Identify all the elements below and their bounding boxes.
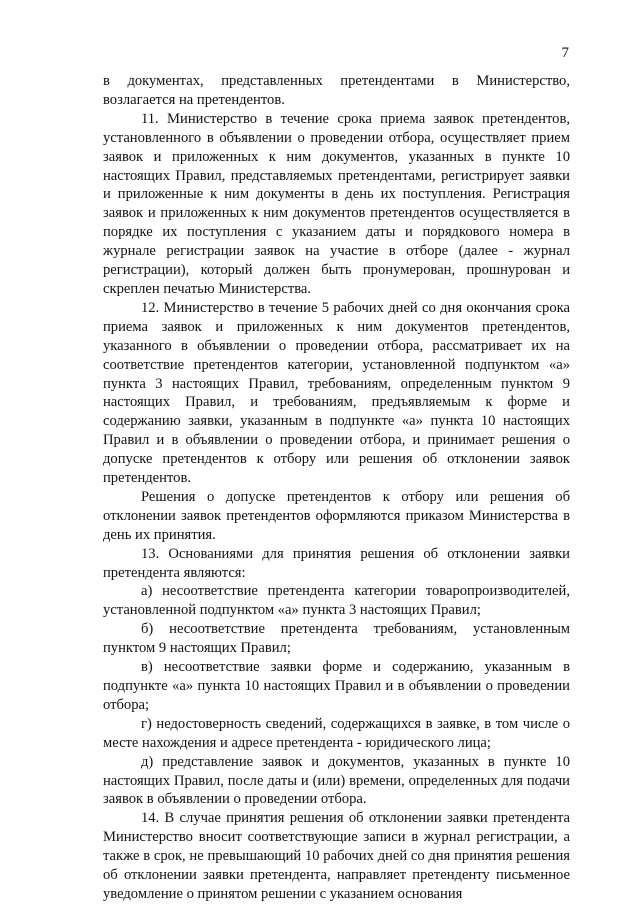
subitem-a: а) несоответствие претендента категории товаропроизводителей, установленной подпунктом «а» пункта 3 настоящих Правил; bbox=[103, 583, 570, 619]
page-number: 7 bbox=[561, 45, 569, 61]
subitem-g: г) недостоверность сведений, содержащихся в заявке, в том числе о месте нахождения и адресе претендента - юридического лица; bbox=[103, 715, 570, 751]
paragraph-decisions: Решения о допуске претендентов к отбору или решения об отклонении заявок претендентов оформляются приказом Министерства в день их принятия. bbox=[103, 488, 570, 543]
document-body bbox=[103, 72, 570, 904]
paragraph-item-13: 13. Основаниями для принятия решения об отклонении заявки претендента являются: bbox=[103, 545, 570, 581]
subitem-b: б) несоответствие претендента требованиям, установленным пунктом 9 настоящих Правил; bbox=[103, 621, 570, 657]
paragraph-item-12: 12. Министерство в течение 5 рабочих дней со дня окончания срока приема заявок и приложенных к ним документов претендентов, указанного в объявлении о проведении отбора, рассматривает их на соответствие претендентов категории, установленной подпунктом «а» пункта 3 настоящих Правил, требованиям, определенным пунктом 9 настоящих Правил, и требованиям, предъявляемым к форме и содержанию заявки, указанным в подпункте «а» пункта 10 настоящих Правил и в объявлении о проведении отбора, и принимает решения о допуске претендентов к отбору или решения об отклонении заявок претендентов. bbox=[103, 299, 570, 487]
paragraph-item-14: 14. В случае принятия решения об отклонении заявки претендента Министерство вносит соответствующие записи в журнал регистрации, а также в срок, не превышающий 10 рабочих дней со дня принятия решения об отклонении заявки претендента, направляет претенденту письменное уведомление о принятом решении с указанием основания bbox=[103, 810, 570, 902]
subitem-v: в) несоответствие заявки форме и содержанию, указанным в подпункте «а» пункта 10 настоящих Правил и в объявлении о проведении отбора; bbox=[103, 659, 570, 713]
subitem-d: д) представление заявок и документов, указанных в пункте 10 настоящих Правил, после даты и (или) времени, определенных для подачи заявок в объявлении о проведении отбора. bbox=[103, 753, 570, 808]
paragraph-continuation: в документах, представленных претендентами в Министерство, возлагается на претендентов. bbox=[103, 73, 570, 108]
paragraph-item-11: 11. Министерство в течение срока приема заявок претендентов, установленного в объявлении о проведении отбора, осуществляет прием заявок и приложенных к ним документов, указанных в пункте 10 настоящих Правил, представляемых претендентами, регистрирует заявки и приложенные к ним документы в день их поступления. Регистрация заявок и приложенных к ним документов претендентов осуществляется в порядке их поступления с указанием даты и порядкового номера в журнале регистрации заявок на участие в отборе (далее - журнал регистрации), который должен быть пронумерован, прошнурован и скреплен печатью Министерства. bbox=[103, 110, 570, 297]
